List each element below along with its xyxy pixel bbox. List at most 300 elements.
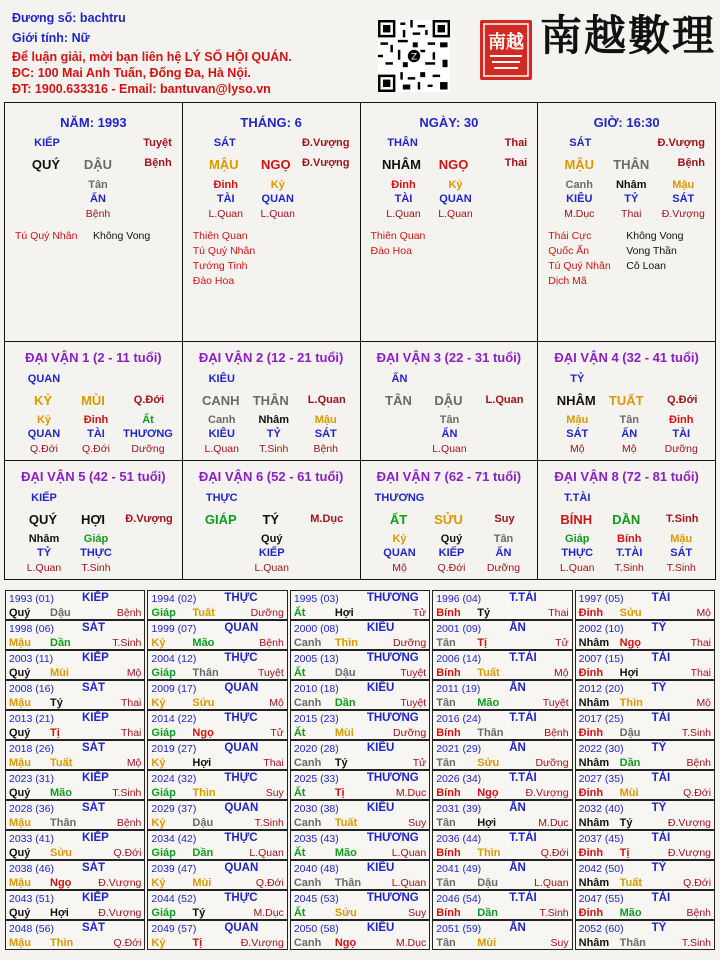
year-cell	[5, 710, 145, 740]
year-cell	[575, 860, 715, 890]
year-can: Mậu	[9, 877, 31, 889]
year-state: Thai	[690, 637, 712, 649]
hidden-god: QUAN	[261, 193, 294, 205]
dai-van-god: THỰC	[205, 492, 238, 504]
year-can: Nhâm	[578, 637, 610, 649]
year-cell	[147, 680, 287, 710]
year-god: QUAN	[224, 742, 259, 754]
year-chi: Tuất	[477, 667, 500, 679]
year-state: Tử	[555, 637, 569, 649]
year-label: 2000 (08)	[293, 623, 339, 635]
hidden-can: Đinh	[83, 414, 109, 426]
dai-van-1	[5, 342, 182, 460]
dai-van-title: ĐẠI VẬN 2 (12 - 21 tuổi)	[198, 350, 344, 365]
hidden-can: Nhâm	[258, 414, 290, 426]
year-chi: Tị	[50, 727, 60, 739]
year-chi: Ngọ	[334, 937, 357, 949]
year-label: 2049 (57)	[151, 923, 197, 935]
year-state: Tuyệt	[400, 667, 427, 679]
dai-van-can: BÍNH	[560, 512, 593, 527]
star-name: Thiên Quan	[192, 230, 248, 242]
year-can: Nhâm	[578, 697, 610, 709]
hidden-god: QUAN	[439, 193, 472, 205]
year-chi: Thìn	[50, 937, 74, 949]
year-god: QUAN	[224, 682, 259, 694]
year-label: 2003 (11)	[9, 653, 54, 665]
year-god: T.TÀI	[509, 592, 537, 604]
year-chi: Mùi	[477, 937, 497, 949]
year-label: 2012 (20)	[578, 683, 624, 695]
pillar-stars	[371, 229, 449, 259]
hidden-can: Mậu	[670, 533, 693, 545]
year-cell	[290, 860, 430, 890]
year-state: Bệnh	[686, 907, 712, 919]
hidden-god: TÀI	[216, 193, 235, 205]
pillar-chi: NGỌ	[438, 157, 469, 172]
dai-van-state: M.Dục	[310, 513, 344, 525]
pillar-can: MẬU	[564, 157, 595, 172]
year-cell	[290, 650, 430, 680]
year-label: 2001 (09)	[436, 623, 482, 635]
hidden-can: Giáp	[83, 533, 109, 545]
dai-van-title: ĐẠI VẬN 5 (42 - 51 tuổi)	[21, 469, 166, 484]
year-can: Mậu	[9, 937, 31, 949]
year-chi: Tuất	[192, 607, 215, 619]
year-can: Đinh	[578, 607, 604, 619]
year-chi: Hợi	[477, 817, 497, 829]
hidden-god: T.TÀI	[616, 547, 643, 559]
hidden-state: M.Dục	[564, 208, 595, 220]
year-can: Đinh	[578, 727, 604, 739]
pillar-can: MẬU	[208, 157, 239, 172]
year-can: Quý	[9, 667, 31, 679]
year-chi: Tuất	[619, 877, 643, 889]
hidden-god: KIÊU	[208, 428, 235, 440]
hidden-state: L.Quan	[204, 443, 239, 455]
address-line: ĐC: 100 Mai Anh Tuấn, Đống Đa, Hà Nội.	[12, 66, 251, 80]
hidden-can: Đinh	[213, 179, 238, 191]
year-state: Tử	[412, 607, 427, 619]
star-row	[193, 259, 271, 274]
year-row	[4, 770, 716, 800]
year-state: Thai	[263, 757, 284, 769]
hidden-god: TÀI	[672, 428, 691, 440]
year-cell	[290, 680, 430, 710]
year-state: Bệnh	[259, 637, 284, 649]
hidden-god: SÁT	[672, 193, 695, 205]
annual-luck-table	[4, 590, 716, 956]
year-chi: Tị	[192, 937, 203, 949]
year-cell	[575, 920, 715, 950]
dai-van-6	[182, 461, 360, 579]
year-label: 2025 (33)	[293, 773, 339, 785]
hidden-state: L.Quan	[560, 562, 595, 574]
year-cell	[432, 800, 572, 830]
pillar-state-top: Tuyệt	[143, 137, 172, 149]
dai-van-4	[537, 342, 715, 460]
year-cell	[575, 770, 715, 800]
year-chi: Mùi	[50, 667, 69, 679]
year-chi: Tị	[477, 637, 487, 649]
pillar-state: Đ.Vượng	[301, 157, 350, 169]
year-chi: Mão	[477, 697, 500, 709]
year-chi: Dần	[192, 847, 214, 859]
year-can: Nhâm	[578, 937, 610, 949]
star-name: Thiên Quan	[370, 230, 426, 242]
year-label: 2023 (31)	[9, 773, 54, 785]
year-can: Canh	[293, 877, 322, 889]
year-can: Quý	[9, 727, 31, 739]
year-state: Đ.Vượng	[98, 877, 142, 889]
year-chi: Dần	[619, 757, 641, 769]
year-label: 2002 (10)	[578, 623, 624, 635]
dai-van-chi: HỢI	[80, 512, 106, 527]
year-god: KIÊU	[366, 862, 395, 874]
year-row	[4, 590, 716, 620]
dai-van-can: TÂN	[385, 393, 412, 408]
year-label: 2039 (47)	[151, 863, 197, 875]
year-god: KIÊU	[366, 922, 395, 934]
year-state: M.Dục	[253, 907, 284, 919]
hidden-state: Dưỡng	[486, 562, 521, 574]
dai-van-state: Suy	[494, 513, 515, 525]
qr-code-icon	[378, 20, 450, 92]
year-label: 2013 (21)	[9, 713, 54, 725]
hidden-god: KIẾP	[258, 547, 285, 559]
red-seal-logo	[478, 18, 534, 82]
year-label: 2011 (19)	[436, 683, 481, 695]
year-can: Nhâm	[578, 757, 610, 769]
year-god: KIẾP	[82, 712, 109, 724]
year-can: Canh	[293, 937, 322, 949]
dai-van-7	[360, 461, 538, 579]
year-god: SÁT	[82, 862, 105, 874]
year-can: Giáp	[151, 727, 176, 739]
year-god: T.TÀI	[509, 892, 537, 904]
year-god: ẤN	[509, 862, 526, 874]
year-state: Suy	[550, 937, 569, 949]
year-god: TỶ	[651, 682, 667, 694]
year-state: Thai	[548, 607, 569, 619]
year-can: Quý	[9, 607, 31, 619]
hidden-state: L.Quan	[438, 208, 473, 220]
year-label: 1993 (01)	[9, 593, 54, 605]
year-god: TÀI	[651, 772, 671, 784]
year-chi: Mùi	[334, 727, 354, 739]
hidden-god: THỰC	[80, 547, 112, 559]
year-cell	[432, 740, 572, 770]
year-can: Giáp	[151, 907, 176, 919]
year-can: Nhâm	[578, 877, 610, 889]
pillar-state: Bệnh	[677, 157, 705, 169]
year-state: Suy	[265, 787, 284, 799]
pillar-can: NHÂM	[382, 157, 421, 172]
year-can: Ất	[293, 847, 306, 859]
year-chi: Tý	[192, 907, 206, 919]
pillar-state: Thai	[504, 157, 528, 169]
year-god: SÁT	[82, 622, 105, 634]
dai-van-title: ĐẠI VẬN 1 (2 - 11 tuổi)	[25, 350, 162, 365]
year-chi: Hợi	[192, 757, 212, 769]
year-chi: Thân	[619, 937, 646, 949]
year-state: T.Sinh	[112, 787, 142, 799]
seal-text-top: 南越	[488, 32, 524, 53]
star-row	[193, 274, 271, 289]
hidden-god: TỶ	[266, 428, 281, 440]
year-chi: Dần	[50, 637, 71, 649]
hidden-can: Nhâm	[615, 179, 647, 191]
year-cell	[147, 740, 287, 770]
year-label: 2042 (50)	[578, 863, 624, 875]
dai-van-chi: DẬU	[434, 393, 463, 408]
year-god: KIẾP	[82, 652, 109, 664]
year-row	[4, 650, 716, 680]
hidden-state: Đ.Vượng	[661, 208, 705, 220]
year-chi: Ngọ	[192, 727, 214, 739]
year-chi: Hợi	[619, 667, 639, 679]
year-chi: Tị	[334, 787, 345, 799]
year-cell	[147, 770, 287, 800]
year-label: 2020 (28)	[293, 743, 339, 755]
year-state: Mộ	[126, 757, 142, 769]
star-row	[193, 229, 271, 244]
year-state: Bệnh	[116, 607, 142, 619]
year-cell	[432, 620, 572, 650]
year-label: 2015 (23)	[293, 713, 339, 725]
year-row	[4, 710, 716, 740]
year-god: KIÊU	[366, 682, 395, 694]
year-cell	[432, 890, 572, 920]
svg-text:Z: Z	[410, 52, 418, 63]
year-can: Đinh	[578, 787, 604, 799]
year-cell	[290, 620, 430, 650]
dai-van-2	[182, 342, 360, 460]
year-can: Bính	[436, 667, 461, 679]
year-label: 2026 (34)	[436, 773, 482, 785]
hidden-can: Quý	[440, 533, 463, 545]
year-state: Dưỡng	[393, 727, 427, 739]
hidden-state: Bệnh	[313, 443, 339, 455]
year-god: KIẾP	[82, 592, 109, 604]
year-state: Đ.Vượng	[240, 937, 284, 949]
year-cell	[290, 770, 430, 800]
dai-van-can: KỶ	[33, 393, 53, 408]
year-can: Bính	[436, 727, 461, 739]
year-state: L.Quan	[391, 847, 427, 859]
year-cell	[147, 830, 287, 860]
year-chi: Thìn	[619, 697, 643, 709]
year-label: 2007 (15)	[578, 653, 624, 665]
year-label: 2050 (58)	[293, 923, 339, 935]
year-can: Tân	[436, 637, 456, 649]
year-cell	[432, 860, 572, 890]
year-can: Ất	[293, 727, 306, 739]
year-cell	[575, 620, 715, 650]
hidden-god: TỶ	[624, 193, 639, 205]
star-name: Tú Quý Nhân	[548, 260, 611, 272]
year-state: M.Dục	[538, 817, 569, 829]
hidden-can: Bính	[617, 533, 642, 545]
pillar-stars	[15, 229, 150, 244]
year-god: T.TÀI	[509, 652, 537, 664]
dai-van-god: TỶ	[570, 373, 585, 385]
year-god: KIẾP	[82, 772, 109, 784]
year-god: ẤN	[509, 622, 526, 634]
year-chi: Mão	[50, 787, 72, 799]
dai-van-can: QUÝ	[28, 512, 58, 527]
year-label: 2031 (39)	[436, 803, 482, 815]
year-can: Canh	[293, 757, 322, 769]
hidden-state: L.Quan	[386, 208, 421, 220]
year-chi: Mão	[192, 637, 215, 649]
year-label: 2041 (49)	[436, 863, 482, 875]
year-chi: Tị	[619, 847, 630, 859]
year-can: Kỷ	[151, 937, 166, 949]
year-state: T.Sinh	[112, 637, 142, 649]
year-label: 2004 (12)	[151, 653, 197, 665]
year-row	[4, 830, 716, 860]
year-label: 2018 (26)	[9, 743, 54, 755]
year-god: QUAN	[224, 922, 259, 934]
year-row	[4, 680, 716, 710]
year-label: 2021 (29)	[436, 743, 482, 755]
year-chi: Sửu	[619, 607, 642, 619]
pillar-4	[537, 103, 715, 341]
year-cell	[5, 740, 145, 770]
year-cell	[5, 770, 145, 800]
year-god: TÀI	[651, 832, 671, 844]
year-god: KIẾP	[82, 892, 109, 904]
year-cell	[575, 710, 715, 740]
year-cell	[432, 680, 572, 710]
dai-van-chi: TÝ	[262, 512, 280, 527]
year-label: 2024 (32)	[151, 773, 197, 785]
year-cell	[290, 890, 430, 920]
year-cell	[147, 890, 287, 920]
star-name: Đào Hoa	[370, 245, 412, 257]
year-god: T.TÀI	[509, 772, 537, 784]
year-chi: Dậu	[334, 667, 356, 679]
year-label: 2040 (48)	[293, 863, 339, 875]
year-chi: Dậu	[50, 607, 71, 619]
star-name: Dịch Mã	[548, 275, 587, 287]
hidden-state: T.Sinh	[614, 562, 644, 574]
year-cell	[147, 620, 287, 650]
year-god: TÀI	[651, 652, 671, 664]
year-state: Suy	[408, 817, 427, 829]
year-chi: Tý	[334, 757, 348, 769]
dai-van-state: L.Quan	[485, 394, 524, 406]
year-can: Kỷ	[151, 637, 166, 649]
star-name: Không Vong	[626, 230, 684, 242]
year-can: Tân	[436, 757, 456, 769]
hidden-god: KIẾP	[438, 547, 465, 559]
year-can: Kỷ	[151, 877, 166, 889]
dai-van-state: T.Sinh	[666, 513, 699, 525]
year-label: 2028 (36)	[9, 803, 54, 815]
year-cell	[432, 830, 572, 860]
year-chi: Sửu	[192, 697, 215, 709]
hidden-can: Canh	[565, 179, 593, 191]
year-god: THỰC	[224, 592, 258, 604]
hidden-god: ẤN	[90, 193, 106, 205]
year-can: Kỷ	[151, 697, 166, 709]
dai-van-chi: THÂN	[252, 393, 289, 408]
year-god: THỰC	[224, 772, 258, 784]
hidden-can: Tân	[439, 414, 460, 426]
star-row	[548, 244, 683, 259]
star-row	[371, 244, 449, 259]
pillar-stars	[548, 229, 683, 289]
dai-van-god: KIÊU	[208, 373, 235, 385]
pillar-stars	[193, 229, 271, 289]
hidden-god: ẤN	[495, 547, 512, 559]
star-name: Thái Cực	[548, 230, 592, 242]
gender: Giới tính: Nữ	[12, 31, 90, 45]
year-label: 2051 (59)	[436, 923, 482, 935]
year-cell	[5, 650, 145, 680]
dai-van-title: ĐẠI VẬN 7 (62 - 71 tuổi)	[376, 469, 522, 484]
year-state: Mộ	[554, 667, 569, 679]
hidden-can: Nhâm	[28, 533, 60, 545]
year-god: TỶ	[651, 862, 667, 874]
pillar-1	[5, 103, 182, 341]
dai-van-can: ẤT	[389, 512, 408, 527]
year-row	[4, 800, 716, 830]
year-state: Thai	[120, 727, 142, 739]
year-state: Đ.Vượng	[525, 787, 569, 799]
year-can: Ất	[293, 667, 306, 679]
year-can: Bính	[436, 787, 461, 799]
year-label: 2043 (51)	[9, 893, 54, 905]
year-can: Giáp	[151, 787, 176, 799]
year-chi: Thân	[334, 877, 362, 889]
year-can: Quý	[9, 787, 31, 799]
header	[0, 0, 720, 102]
year-label: 2029 (37)	[151, 803, 197, 815]
year-state: T.Sinh	[681, 937, 712, 949]
star-name: Tú Quý Nhân	[15, 230, 78, 242]
year-label: 2036 (44)	[436, 833, 482, 845]
dai-van-god: T.TÀI	[564, 492, 591, 504]
year-can: Bính	[436, 907, 461, 919]
hidden-state: L.Quan	[432, 443, 467, 455]
hidden-state: L.Quan	[254, 562, 289, 574]
year-can: Giáp	[151, 847, 176, 859]
year-state: Dưỡng	[535, 757, 569, 769]
year-label: 1999 (07)	[151, 623, 197, 635]
year-chi: Tuất	[334, 817, 358, 829]
pillar-can: QUÝ	[31, 157, 61, 172]
year-god: THƯƠNG	[366, 772, 419, 784]
year-label: 1995 (03)	[293, 593, 339, 605]
year-cell	[432, 650, 572, 680]
dai-van-title: ĐẠI VẬN 3 (22 - 31 tuổi)	[376, 350, 522, 365]
star-name: Đào Hoa	[192, 275, 235, 287]
year-cell	[575, 650, 715, 680]
year-god: TÀI	[651, 592, 671, 604]
year-state: Mộ	[696, 697, 712, 709]
year-cell	[5, 890, 145, 920]
year-chi: Dần	[334, 697, 356, 709]
year-chi: Tý	[477, 607, 491, 619]
year-god: QUAN	[224, 862, 259, 874]
hidden-god: SÁT	[566, 428, 589, 440]
year-god: KIẾP	[82, 832, 109, 844]
year-state: L.Quan	[249, 847, 284, 859]
year-label: 1998 (06)	[9, 623, 54, 635]
year-god: KIÊU	[366, 802, 395, 814]
